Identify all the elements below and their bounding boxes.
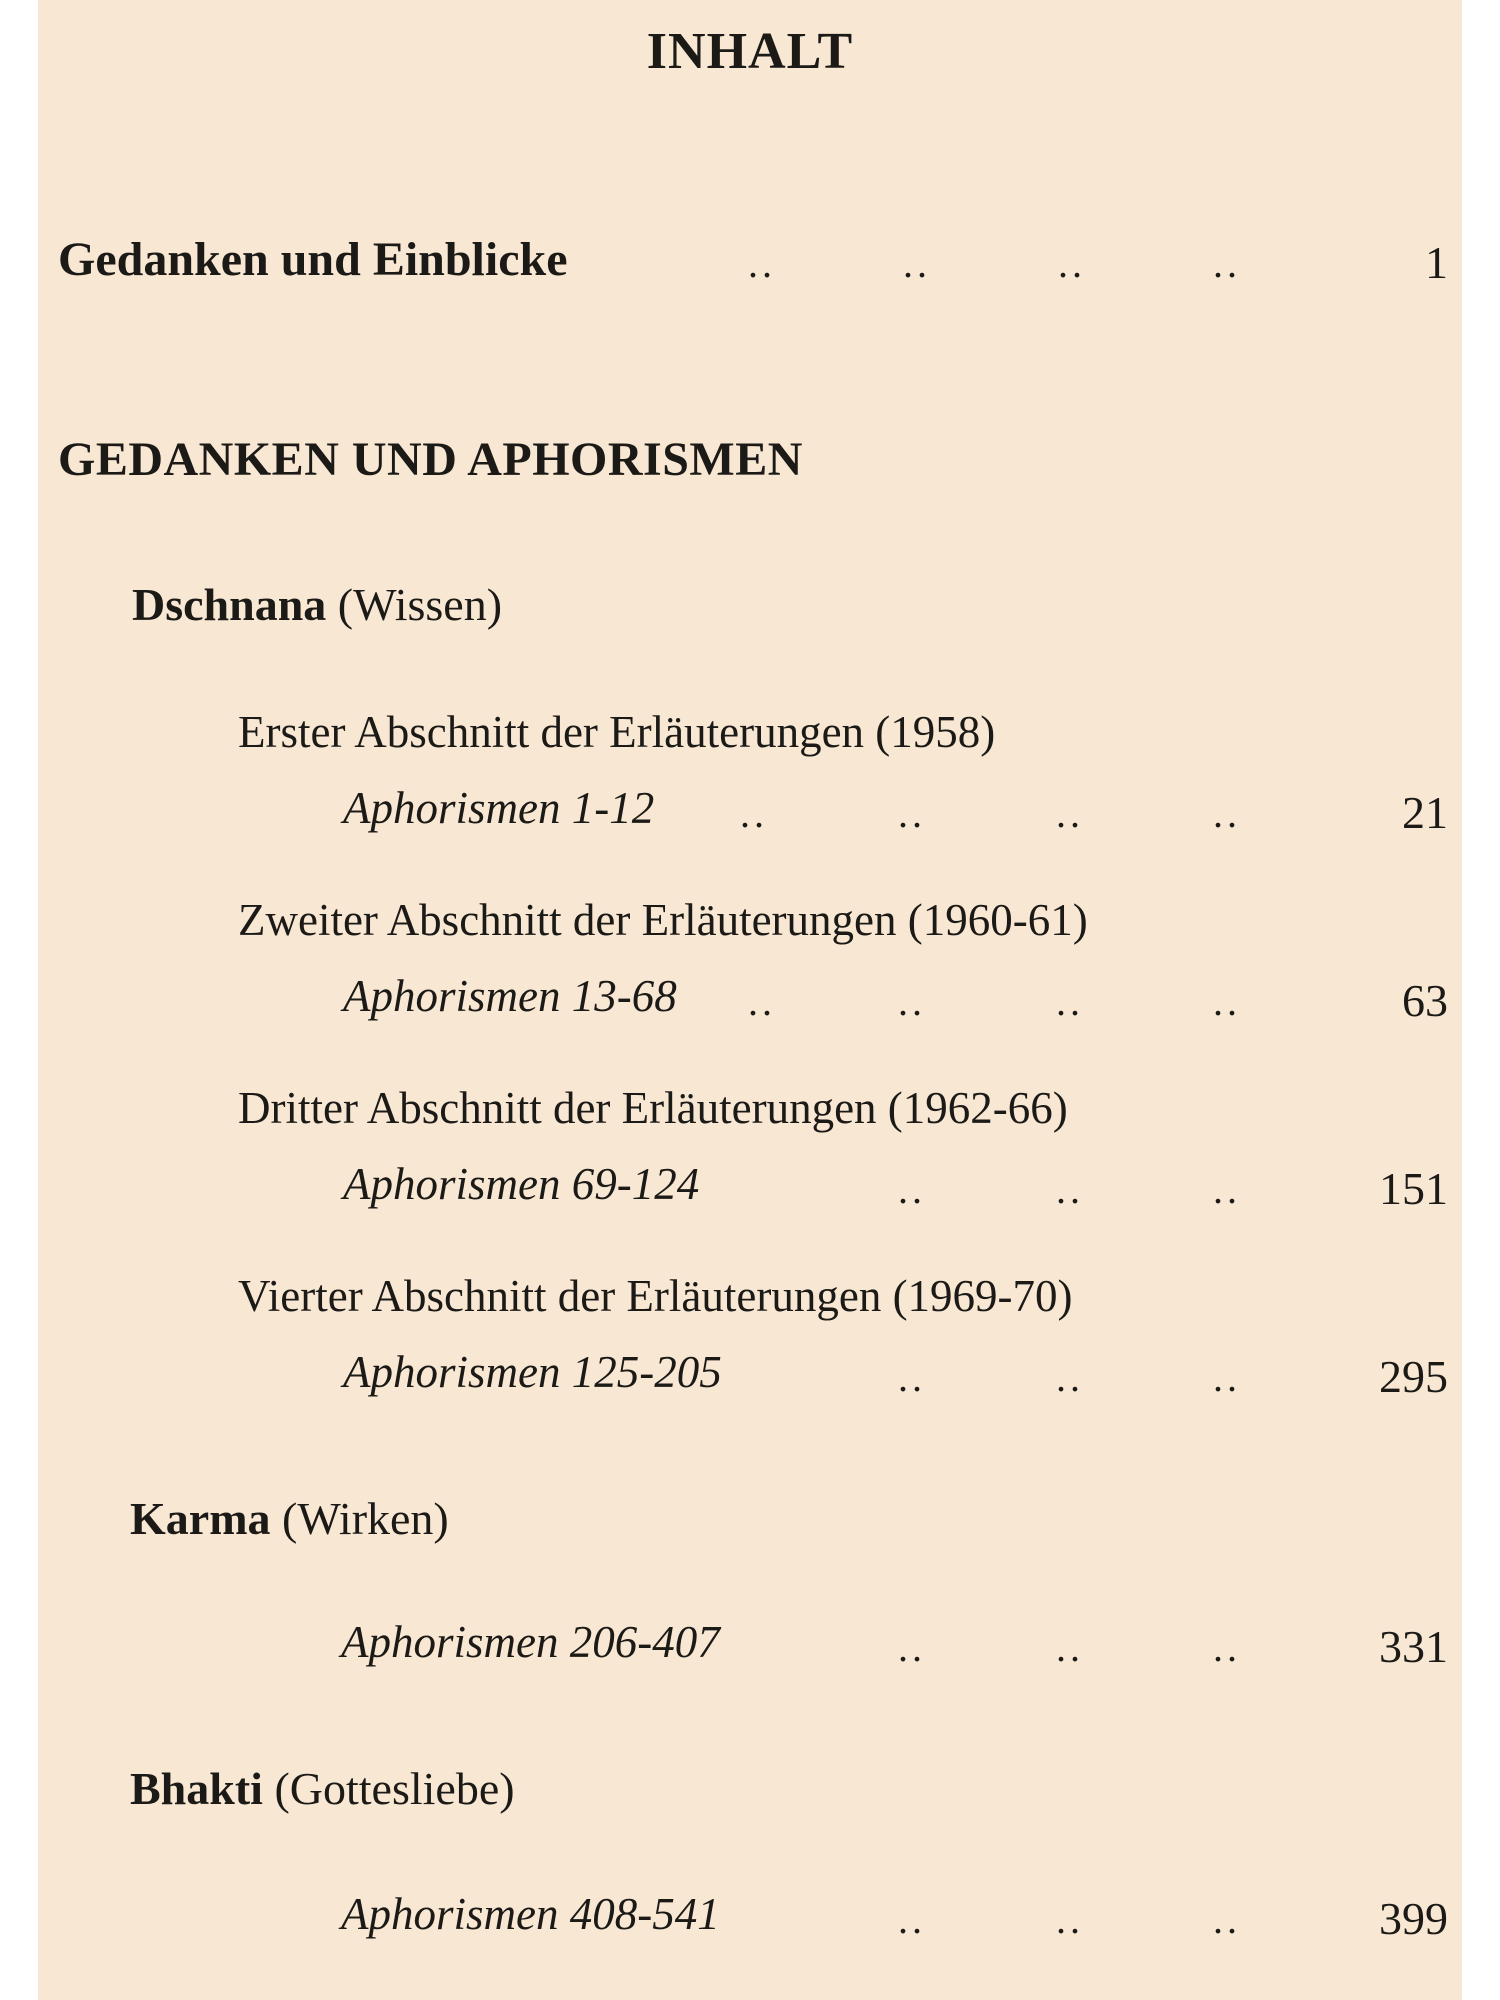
- entry-label: Gedanken und Einblicke: [58, 233, 568, 286]
- page-number: 63: [1402, 975, 1448, 1026]
- entry-title: Erster Abschnitt der Erläuterungen (1958): [238, 707, 996, 757]
- book-page: [38, 0, 1462, 2000]
- leader-dots: ..: [898, 1897, 926, 1942]
- leader-dots: ..: [1213, 1625, 1241, 1670]
- entry-title: Dritter Abschnitt der Erläuterungen (1962-66): [238, 1083, 1068, 1133]
- group-heading-bhakti: [130, 1762, 515, 1815]
- group-name: Karma: [130, 1493, 271, 1544]
- leader-dots: ..: [898, 791, 926, 836]
- leader-dots: ..: [1056, 1897, 1084, 1942]
- group-heading-dschnana: [132, 578, 502, 631]
- leader-dots: ..: [1213, 1897, 1241, 1942]
- leader-dots: ..: [1056, 791, 1084, 836]
- group-name: Bhakti: [130, 1763, 263, 1814]
- leader-dots: ..: [740, 791, 768, 836]
- group-gloss: (Wirken): [282, 1493, 449, 1544]
- entry-aphorisms: Aphorismen 1-12: [343, 783, 655, 833]
- leader-dots: ..: [1056, 1625, 1084, 1670]
- leader-dots: ..: [1213, 1167, 1241, 1212]
- leader-dots: ..: [898, 1355, 926, 1400]
- leader-dots: ..: [1056, 1167, 1084, 1212]
- entry-aphorisms: Aphorismen 13-68: [343, 971, 677, 1021]
- group-gloss: (Gottesliebe): [274, 1763, 515, 1814]
- page-number: 1: [1425, 237, 1448, 288]
- page-title: INHALT: [646, 23, 854, 80]
- entry-aphorisms: Aphorismen 408-541: [341, 1889, 720, 1939]
- leader-dots: ..: [1213, 979, 1241, 1024]
- group-gloss: (Wissen): [337, 579, 503, 630]
- leader-dots: ..: [1056, 1355, 1084, 1400]
- leader-dots: ..: [898, 1167, 926, 1212]
- leader-dots: ..: [903, 241, 931, 286]
- page-number: 331: [1379, 1621, 1448, 1672]
- group-name: Dschnana: [132, 579, 327, 630]
- leader-dots: ..: [1058, 241, 1086, 286]
- page-number: 21: [1402, 787, 1448, 838]
- entry-aphorisms: Aphorismen 125-205: [343, 1347, 722, 1397]
- leader-dots: ..: [1213, 1355, 1241, 1400]
- page-number: 151: [1379, 1163, 1448, 1214]
- leader-dots: ..: [748, 241, 776, 286]
- leader-dots: ..: [898, 1625, 926, 1670]
- entry-title: Zweiter Abschnitt der Erläuterungen (1960-61): [238, 895, 1088, 945]
- page-number: 399: [1379, 1893, 1448, 1944]
- group-heading-karma: [130, 1492, 449, 1545]
- entry-aphorisms: Aphorismen 206-407: [341, 1617, 720, 1667]
- leader-dots: ..: [898, 979, 926, 1024]
- page-number: 295: [1379, 1351, 1448, 1402]
- leader-dots: ..: [1213, 241, 1241, 286]
- entry-title: Vierter Abschnitt der Erläuterungen (1969-70): [238, 1271, 1073, 1321]
- section-heading: GEDANKEN UND APHORISMEN: [58, 433, 803, 486]
- leader-dots: ..: [748, 979, 776, 1024]
- leader-dots: ..: [1056, 979, 1084, 1024]
- leader-dots: ..: [1213, 791, 1241, 836]
- entry-aphorisms: Aphorismen 69-124: [343, 1159, 700, 1209]
